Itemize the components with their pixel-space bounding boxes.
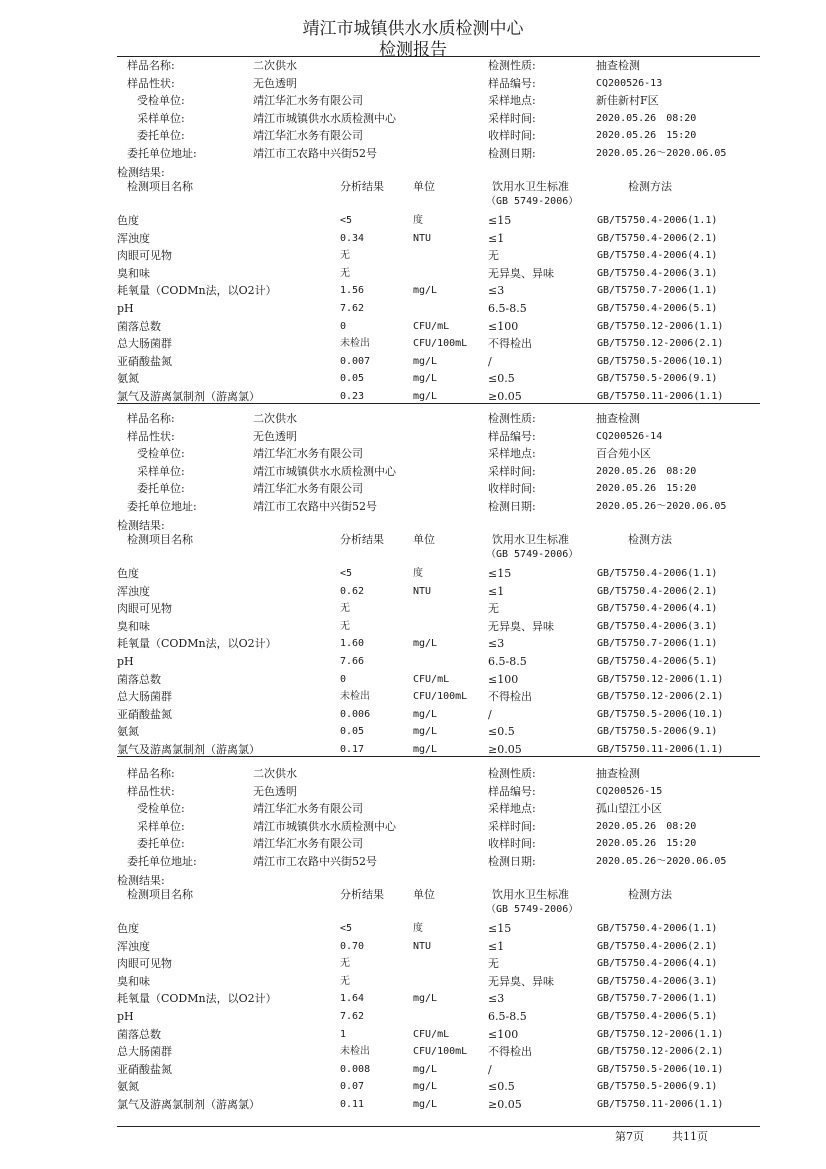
value-sample-no: CQ200526-15 — [596, 785, 663, 797]
table-row-standard: ≤0.5 — [488, 372, 515, 386]
value-sampling-unit: 靖江市城镇供水水质检测中心 — [253, 111, 396, 125]
table-row-unit: CFU/100mL — [413, 1046, 468, 1058]
value-client-address: 靖江市工农路中兴街52号 — [253, 854, 377, 868]
table-row-result: 0 — [340, 673, 347, 685]
value-test-nature: 抽查检测 — [596, 412, 640, 425]
table-row-item: 总大肠菌群 — [117, 1045, 172, 1059]
value-sample-no: CQ200526-14 — [596, 430, 663, 442]
label-sampling-time: 采样时间: — [488, 111, 536, 125]
table-row-result: 0.006 — [340, 708, 371, 720]
table-row-result: 0 — [340, 320, 347, 332]
table-row-standard: ≤100 — [488, 672, 519, 686]
table-row-unit: NTU — [413, 585, 432, 597]
table-row-result: <5 — [340, 215, 353, 226]
table-row-result: 0.008 — [340, 1063, 371, 1075]
table-row-unit: CFU/mL — [413, 320, 450, 332]
table-row-method: GB/T5750.7-2006(1.1) — [597, 993, 718, 1005]
table-row-unit: mg/L — [413, 1063, 438, 1075]
table-row-item: 耗氧量（CODMn法，以O2计） — [117, 637, 277, 651]
col-unit-header: 单位 — [413, 180, 435, 193]
label-receive-time: 收样时间: — [488, 129, 536, 142]
table-row-standard: ≤15 — [488, 214, 512, 227]
results-heading: 检测结果: — [117, 874, 165, 887]
table-row-method: GB/T5750.4-2006(2.1) — [597, 940, 718, 952]
label-sample-no: 样品编号: — [488, 76, 536, 90]
label-test-nature: 检测性质: — [488, 767, 536, 780]
section-divider — [117, 756, 760, 757]
table-row-standard: ≤0.5 — [488, 725, 515, 739]
bottom-rule — [117, 1126, 760, 1127]
table-row-item: 氨氮 — [117, 725, 139, 739]
table-row-method: GB/T5750.12-2006(1.1) — [597, 320, 724, 332]
page-total: 共11页 — [672, 1130, 708, 1143]
table-row-result: 未检出 — [340, 691, 370, 703]
value-client-unit: 靖江华汇水务有限公司 — [253, 837, 363, 850]
table-row-item: 耗氧量（CODMn法，以O2计） — [117, 284, 277, 298]
label-client-address: 委托单位地址: — [127, 146, 197, 160]
table-row-item: 亚硝酸盐氮 — [117, 1062, 172, 1076]
table-row-unit: NTU — [413, 232, 432, 244]
table-row-unit: mg/L — [413, 708, 438, 720]
table-row-method: GB/T5750.12-2006(1.1) — [597, 1028, 724, 1040]
table-row-item: 色度 — [117, 214, 139, 227]
table-row-standard: ≤1 — [488, 584, 505, 598]
section-divider — [117, 403, 760, 404]
value-sampling-time: 2020.05.26 08:20 — [596, 820, 697, 832]
value-sampling-site: 孤山望江小区 — [596, 802, 662, 815]
value-sampling-time: 2020.05.26 08:20 — [596, 465, 697, 477]
col-item-header: 检测项目名称 — [127, 180, 193, 193]
table-row-item: 氨氮 — [117, 372, 139, 386]
doc-title: 检测报告 — [379, 40, 447, 60]
col-method-header: 检测方法 — [628, 533, 672, 546]
table-row-method: GB/T5750.12-2006(2.1) — [597, 691, 724, 703]
label-sampling-time: 采样时间: — [488, 819, 536, 833]
table-row-unit: mg/L — [413, 391, 438, 402]
table-row-item: 菌落总数 — [117, 1027, 161, 1041]
results-heading: 检测结果: — [117, 166, 165, 179]
table-row-result: 0.007 — [340, 355, 371, 367]
table-row-result: 1.60 — [340, 638, 365, 650]
table-row-standard: 6.5-8.5 — [488, 655, 527, 668]
table-row-result: 0.11 — [340, 1099, 365, 1110]
table-row-standard: / — [488, 354, 492, 368]
label-sample-name: 样品名称: — [127, 767, 175, 780]
table-row-item: pH — [117, 655, 134, 668]
table-row-standard: 无异臭、异味 — [488, 974, 554, 988]
table-row-unit: mg/L — [413, 1081, 438, 1093]
table-row-result: 0.34 — [340, 232, 365, 244]
table-row-item: 总大肠菌群 — [117, 337, 172, 351]
table-row-unit: mg/L — [413, 373, 438, 385]
value-inspected-unit: 靖江华汇水务有限公司 — [253, 94, 363, 107]
col-standard-sub-header: （GB 5749-2006） — [486, 904, 579, 915]
label-client-address: 委托单位地址: — [127, 499, 197, 513]
table-row-item: 色度 — [117, 922, 139, 935]
table-row-unit: NTU — [413, 940, 432, 952]
table-row-standard: ≤100 — [488, 1027, 519, 1041]
label-test-nature: 检测性质: — [488, 59, 536, 72]
table-row-standard: 无 — [488, 602, 499, 616]
table-row-method: GB/T5750.11-2006(1.1) — [597, 1099, 724, 1110]
table-row-unit: mg/L — [413, 355, 438, 367]
table-row-unit: mg/L — [413, 744, 438, 755]
table-row-unit: mg/L — [413, 993, 438, 1005]
value-client-unit: 靖江华汇水务有限公司 — [253, 482, 363, 495]
label-sampling-time: 采样时间: — [488, 464, 536, 478]
table-row-standard: ≥0.05 — [488, 390, 522, 403]
table-row-method: GB/T5750.4-2006(4.1) — [597, 958, 718, 970]
table-row-method: GB/T5750.4-2006(4.1) — [597, 250, 718, 262]
label-sampling-unit: 采样单位: — [137, 819, 185, 833]
table-row-unit: 度 — [413, 923, 423, 934]
col-standard-header: 饮用水卫生标准 — [492, 888, 569, 901]
label-inspected-unit: 受检单位: — [137, 94, 185, 107]
table-row-item: 色度 — [117, 567, 139, 580]
value-sampling-unit: 靖江市城镇供水水质检测中心 — [253, 819, 396, 833]
label-test-date: 检测日期: — [488, 854, 536, 868]
table-row-method: GB/T5750.11-2006(1.1) — [597, 744, 724, 755]
col-item-header: 检测项目名称 — [127, 533, 193, 546]
table-row-method: GB/T5750.5-2006(10.1) — [597, 355, 724, 367]
table-row-standard: ≤1 — [488, 939, 505, 953]
table-row-method: GB/T5750.4-2006(2.1) — [597, 232, 718, 244]
table-row-standard: ≤100 — [488, 319, 519, 333]
table-row-result: 0.05 — [340, 373, 365, 385]
table-row-method: GB/T5750.5-2006(9.1) — [597, 1081, 718, 1093]
label-client-unit: 委托单位: — [137, 837, 185, 850]
label-inspected-unit: 受检单位: — [137, 447, 185, 460]
table-row-standard: ≤0.5 — [488, 1080, 515, 1094]
table-row-method: GB/T5750.4-2006(3.1) — [597, 975, 718, 987]
table-row-result: 无 — [340, 250, 350, 262]
table-row-unit: 度 — [413, 568, 423, 579]
value-client-address: 靖江市工农路中兴街52号 — [253, 499, 377, 513]
page-number: 第7页 — [615, 1130, 644, 1143]
label-test-nature: 检测性质: — [488, 412, 536, 425]
table-row-method: GB/T5750.4-2006(5.1) — [597, 303, 718, 314]
label-sample-nature: 样品性状: — [127, 76, 175, 90]
table-row-result: 0.23 — [340, 391, 365, 402]
table-row-standard: ≤15 — [488, 567, 512, 580]
table-row-item: 浑浊度 — [117, 584, 150, 598]
label-test-date: 检测日期: — [488, 499, 536, 513]
table-row-item: 肉眼可见物 — [117, 602, 172, 616]
value-test-date: 2020.05.26～2020.06.05 — [596, 500, 727, 512]
table-row-result: 0.70 — [340, 940, 365, 952]
value-sampling-unit: 靖江市城镇供水水质检测中心 — [253, 464, 396, 478]
table-row-item: 耗氧量（CODMn法，以O2计） — [117, 992, 277, 1006]
table-row-unit: CFU/mL — [413, 673, 450, 685]
table-row-item: 氯气及游离氯制剂（游离氯） — [117, 743, 260, 756]
col-method-header: 检测方法 — [628, 888, 672, 901]
table-row-standard: 不得检出 — [488, 337, 532, 351]
table-row-result: <5 — [340, 568, 353, 579]
table-row-standard: / — [488, 1062, 492, 1076]
table-row-item: 总大肠菌群 — [117, 690, 172, 704]
table-row-method: GB/T5750.5-2006(9.1) — [597, 373, 718, 385]
table-row-unit: CFU/mL — [413, 1028, 450, 1040]
table-row-standard: ≤3 — [488, 992, 505, 1006]
col-standard-header: 饮用水卫生标准 — [492, 180, 569, 193]
value-inspected-unit: 靖江华汇水务有限公司 — [253, 802, 363, 815]
table-row-standard: 无异臭、异味 — [488, 266, 554, 280]
table-row-item: 肉眼可见物 — [117, 957, 172, 971]
table-row-result: 无 — [340, 975, 350, 987]
label-sampling-site: 采样地点: — [488, 802, 536, 815]
table-row-unit: CFU/100mL — [413, 338, 468, 350]
table-row-standard: ≥0.05 — [488, 743, 522, 756]
label-sample-name: 样品名称: — [127, 59, 175, 72]
table-row-standard: 不得检出 — [488, 1045, 532, 1059]
table-row-method: GB/T5750.4-2006(3.1) — [597, 620, 718, 632]
table-row-item: 肉眼可见物 — [117, 249, 172, 263]
results-heading: 检测结果: — [117, 519, 165, 532]
table-row-item: 臭和味 — [117, 974, 150, 988]
value-receive-time: 2020.05.26 15:20 — [596, 483, 697, 494]
value-test-nature: 抽查检测 — [596, 59, 640, 72]
table-row-item: 氨氮 — [117, 1080, 139, 1094]
table-row-result: 7.62 — [340, 1011, 365, 1022]
label-sample-name: 样品名称: — [127, 412, 175, 425]
table-row-standard: ≤3 — [488, 637, 505, 651]
label-sample-no: 样品编号: — [488, 784, 536, 798]
label-sampling-site: 采样地点: — [488, 94, 536, 107]
value-client-unit: 靖江华汇水务有限公司 — [253, 129, 363, 142]
table-row-method: GB/T5750.5-2006(10.1) — [597, 708, 724, 720]
table-row-result: 无 — [340, 267, 350, 279]
table-row-method: GB/T5750.4-2006(1.1) — [597, 923, 718, 934]
table-row-item: 菌落总数 — [117, 319, 161, 333]
table-row-method: GB/T5750.4-2006(1.1) — [597, 215, 718, 226]
table-row-result: 0.62 — [340, 585, 365, 597]
value-receive-time: 2020.05.26 15:20 — [596, 838, 697, 849]
table-row-result: 0.17 — [340, 744, 365, 755]
col-result-header: 分析结果 — [340, 180, 384, 193]
col-unit-header: 单位 — [413, 533, 435, 546]
table-row-method: GB/T5750.4-2006(4.1) — [597, 603, 718, 615]
col-standard-sub-header: （GB 5749-2006） — [486, 196, 579, 207]
table-row-unit: 度 — [413, 215, 423, 226]
label-sample-nature: 样品性状: — [127, 784, 175, 798]
value-sampling-time: 2020.05.26 08:20 — [596, 112, 697, 124]
table-row-item: pH — [117, 1010, 134, 1023]
table-row-method: GB/T5750.4-2006(1.1) — [597, 568, 718, 579]
table-row-standard: 无异臭、异味 — [488, 619, 554, 633]
table-row-result: 1 — [340, 1028, 347, 1040]
table-row-item: 菌落总数 — [117, 672, 161, 686]
value-test-nature: 抽查检测 — [596, 767, 640, 780]
table-row-result: 无 — [340, 958, 350, 970]
table-row-unit: CFU/100mL — [413, 691, 468, 703]
label-inspected-unit: 受检单位: — [137, 802, 185, 815]
table-row-method: GB/T5750.5-2006(9.1) — [597, 726, 718, 738]
table-row-result: 未检出 — [340, 338, 370, 350]
table-row-standard: ≤15 — [488, 922, 512, 935]
table-row-result: 1.64 — [340, 993, 365, 1005]
table-row-result: 0.07 — [340, 1081, 365, 1093]
label-client-address: 委托单位地址: — [127, 854, 197, 868]
table-row-method: GB/T5750.5-2006(10.1) — [597, 1063, 724, 1075]
table-row-item: 浑浊度 — [117, 939, 150, 953]
table-row-standard: 6.5-8.5 — [488, 302, 527, 315]
value-sample-nature: 无色透明 — [253, 76, 297, 90]
table-row-result: 无 — [340, 603, 350, 615]
table-row-standard: 6.5-8.5 — [488, 1010, 527, 1023]
table-row-method: GB/T5750.4-2006(2.1) — [597, 585, 718, 597]
label-receive-time: 收样时间: — [488, 482, 536, 495]
value-sample-no: CQ200526-13 — [596, 77, 663, 89]
col-result-header: 分析结果 — [340, 888, 384, 901]
value-sample-name: 二次供水 — [253, 767, 297, 780]
value-inspected-unit: 靖江华汇水务有限公司 — [253, 447, 363, 460]
table-row-unit: mg/L — [413, 1099, 438, 1110]
table-row-method: GB/T5750.12-2006(2.1) — [597, 1046, 724, 1058]
table-row-item: 臭和味 — [117, 266, 150, 280]
table-row-result: 0.05 — [340, 726, 365, 738]
table-row-method: GB/T5750.4-2006(5.1) — [597, 1011, 718, 1022]
table-row-item: 浑浊度 — [117, 231, 150, 245]
table-row-method: GB/T5750.11-2006(1.1) — [597, 391, 724, 402]
table-row-item: pH — [117, 302, 134, 315]
top-rule — [117, 56, 760, 57]
col-standard-header: 饮用水卫生标准 — [492, 533, 569, 546]
table-row-standard: ≤3 — [488, 284, 505, 298]
table-row-result: 7.62 — [340, 303, 365, 314]
table-row-item: 氯气及游离氯制剂（游离氯） — [117, 1098, 260, 1111]
table-row-unit: mg/L — [413, 285, 438, 297]
table-row-standard: 无 — [488, 249, 499, 263]
col-item-header: 检测项目名称 — [127, 888, 193, 901]
table-row-standard: ≥0.05 — [488, 1098, 522, 1111]
table-row-result: <5 — [340, 923, 353, 934]
table-row-unit: mg/L — [413, 726, 438, 738]
value-client-address: 靖江市工农路中兴街52号 — [253, 146, 377, 160]
table-row-standard: 无 — [488, 957, 499, 971]
value-sample-name: 二次供水 — [253, 59, 297, 72]
label-sample-no: 样品编号: — [488, 429, 536, 443]
col-method-header: 检测方法 — [628, 180, 672, 193]
table-row-method: GB/T5750.4-2006(3.1) — [597, 267, 718, 279]
table-row-method: GB/T5750.12-2006(2.1) — [597, 338, 724, 350]
org-title: 靖江市城镇供水水质检测中心 — [302, 19, 524, 39]
value-test-date: 2020.05.26～2020.06.05 — [596, 855, 727, 867]
value-receive-time: 2020.05.26 15:20 — [596, 130, 697, 141]
table-row-method: GB/T5750.4-2006(5.1) — [597, 656, 718, 667]
label-sampling-site: 采样地点: — [488, 447, 536, 460]
table-row-item: 臭和味 — [117, 619, 150, 633]
col-result-header: 分析结果 — [340, 533, 384, 546]
table-row-unit: mg/L — [413, 638, 438, 650]
table-row-standard: / — [488, 707, 492, 721]
table-row-standard: 不得检出 — [488, 690, 532, 704]
table-row-method: GB/T5750.12-2006(1.1) — [597, 673, 724, 685]
table-row-result: 7.66 — [340, 656, 365, 667]
label-sampling-unit: 采样单位: — [137, 464, 185, 478]
value-sampling-site: 新佳新村F区 — [596, 94, 659, 107]
table-row-method: GB/T5750.7-2006(1.1) — [597, 285, 718, 297]
table-row-result: 1.56 — [340, 285, 365, 297]
label-receive-time: 收样时间: — [488, 837, 536, 850]
value-sample-nature: 无色透明 — [253, 429, 297, 443]
label-sampling-unit: 采样单位: — [137, 111, 185, 125]
table-row-method: GB/T5750.7-2006(1.1) — [597, 638, 718, 650]
value-test-date: 2020.05.26～2020.06.05 — [596, 147, 727, 159]
col-standard-sub-header: （GB 5749-2006） — [486, 549, 579, 560]
table-row-result: 无 — [340, 620, 350, 632]
label-client-unit: 委托单位: — [137, 129, 185, 142]
table-row-result: 未检出 — [340, 1046, 370, 1058]
table-row-item: 氯气及游离氯制剂（游离氯） — [117, 390, 260, 403]
value-sample-name: 二次供水 — [253, 412, 297, 425]
label-client-unit: 委托单位: — [137, 482, 185, 495]
table-row-item: 亚硝酸盐氮 — [117, 354, 172, 368]
table-row-standard: ≤1 — [488, 231, 505, 245]
col-unit-header: 单位 — [413, 888, 435, 901]
label-test-date: 检测日期: — [488, 146, 536, 160]
label-sample-nature: 样品性状: — [127, 429, 175, 443]
value-sampling-site: 百合苑小区 — [596, 447, 651, 460]
table-row-item: 亚硝酸盐氮 — [117, 707, 172, 721]
value-sample-nature: 无色透明 — [253, 784, 297, 798]
